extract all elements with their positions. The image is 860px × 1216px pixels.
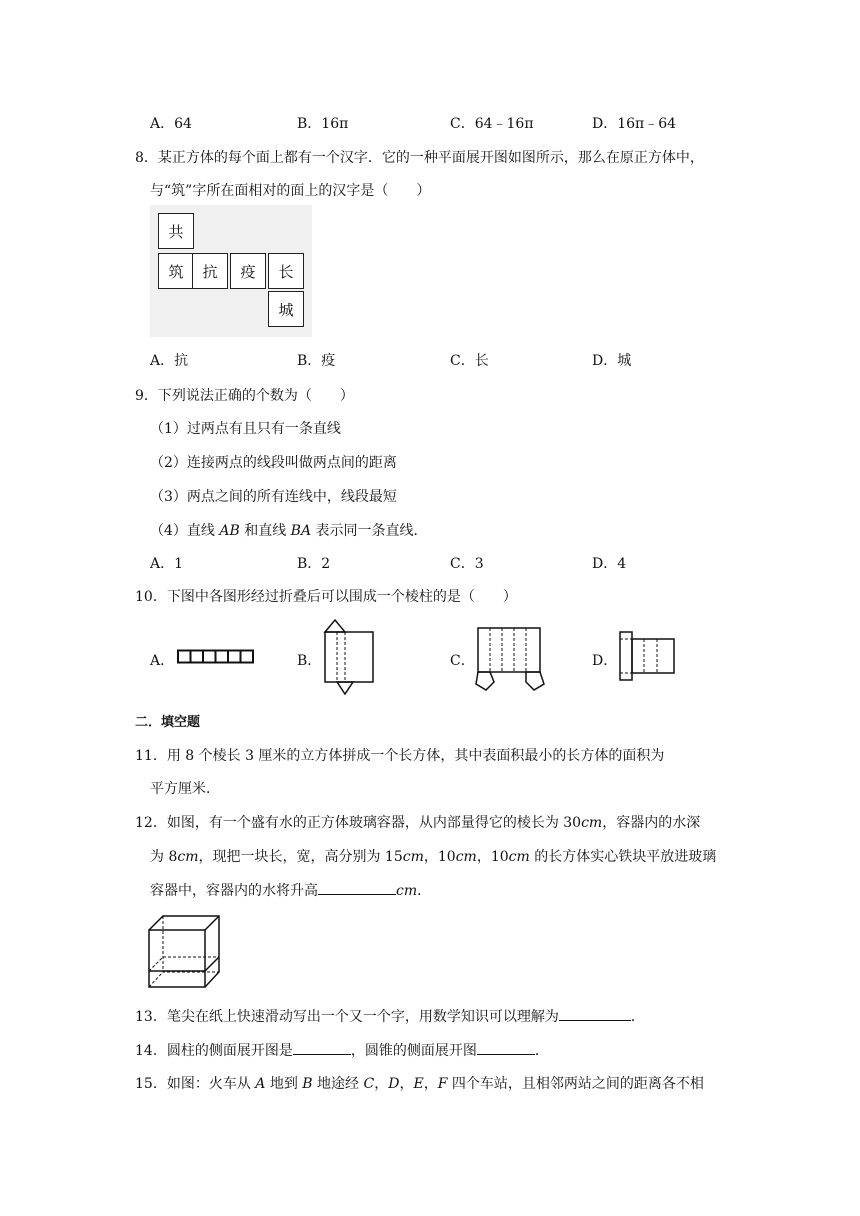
q15-line1: [135, 1073, 704, 1093]
q12-l2-mid1: ，现把一块长，宽，高分别为 15: [198, 849, 403, 865]
q9-s4-ba: BA: [290, 523, 312, 539]
q10-label-c: C．: [450, 653, 475, 669]
net-cell-chang: 长: [268, 253, 304, 289]
q12-answer-blank[interactable]: [318, 880, 396, 895]
q7-option-a: A．64: [150, 116, 192, 132]
q7-option-c: C．64﹣16π: [450, 116, 534, 132]
q12-unit: cm: [581, 815, 603, 831]
q8-option-a: A．抗: [150, 353, 189, 369]
net-cell-gong: 共: [158, 213, 194, 249]
q15-post: 四个车站，且相邻两站之间的距离各不相: [447, 1076, 704, 1092]
q10-stem: 10．下图中各图形经过折叠后可以围成一个棱柱的是（ ）: [135, 589, 517, 605]
q8-stem-line2: 与“筑”字所在面相对的面上的汉字是（ ）: [150, 183, 431, 199]
q10-figure-a: [177, 649, 255, 665]
q9-statement-3: （3）两点之间的所有连线中，线段最短: [150, 489, 397, 505]
q9-statement-2: （2）连接两点的线段叫做两点间的距离: [150, 455, 397, 471]
q12-l2-pre: 为 8: [150, 849, 178, 865]
q9-stem: 9．下列说法正确的个数为（ ）: [135, 388, 354, 404]
q15-m5: ，: [423, 1076, 438, 1092]
q9-s4-ab: AB: [219, 523, 240, 539]
q10-figure-c: [470, 626, 550, 692]
q15-m4: ，: [399, 1076, 414, 1092]
q15-b: B: [302, 1076, 313, 1092]
q8-option-b: B．疫: [297, 353, 336, 369]
q14-answer-blank-2[interactable]: [477, 1040, 535, 1055]
q15-c: C: [363, 1076, 375, 1092]
q12-l2-post: 的长方体实心铁块平放进玻璃: [529, 849, 717, 865]
q9-s4-pre: （4）直线: [150, 523, 220, 539]
q12-line2: [150, 846, 716, 866]
q12-l2-mid3: ，10: [476, 849, 509, 865]
q9-option-b: B．2: [297, 556, 331, 572]
q12-unit: cm: [396, 883, 418, 899]
q12-line1: [135, 812, 700, 832]
q10-label-d: D．: [592, 653, 618, 669]
q9-option-d: D．4: [592, 556, 627, 572]
q12-l1-pre: 12．如图，有一个盛有水的正方体玻璃容器，从内部量得它的棱长为 30: [135, 815, 582, 831]
cube-net-figure: [150, 205, 312, 337]
q12-unit: cm: [508, 849, 530, 865]
q13-pre: 13．笔尖在纸上快速滑动写出一个又一个字，用数学知识可以理解为: [135, 1009, 559, 1025]
q14-answer-blank-1[interactable]: [293, 1040, 351, 1055]
q14-line: [135, 1040, 549, 1060]
q10-label-a: A．: [150, 653, 175, 669]
net-cell-cheng: 城: [268, 291, 304, 327]
q9-s4-post: 表示同一条直线．: [311, 523, 428, 539]
q9-s4-mid: 和直线: [239, 523, 291, 539]
q15-m3: ，: [374, 1076, 389, 1092]
net-cell-zhu: 筑: [158, 253, 194, 289]
q10-figure-b: [320, 618, 378, 696]
q15-pre: 15．如图：火车从: [135, 1076, 256, 1092]
q15-d: D: [388, 1076, 400, 1092]
q9-statement-1: （1）过两点有且只有一条直线: [150, 421, 341, 437]
q13-answer-blank[interactable]: [559, 1006, 631, 1021]
glass-cube-figure: [146, 913, 224, 991]
q7-option-d: D．16π﹣64: [592, 116, 677, 132]
q14-mid: ，圆锥的侧面展开图: [350, 1043, 477, 1059]
q11-line1: 11．用 8 个棱长 3 厘米的立方体拼成一个长方体，其中表面积最小的长方体的面积为: [135, 748, 665, 764]
q8-stem-line1: 8．某正方体的每个面上都有一个汉字．它的一种平面展开图如图所示，那么在原正方体中，: [135, 150, 704, 166]
q9-statement-4: [150, 520, 428, 540]
section-title-fill-in: 二．填空题: [135, 715, 201, 730]
q9-option-c: C．3: [450, 556, 484, 572]
q13-post: ．: [630, 1009, 645, 1025]
q15-a: A: [255, 1076, 266, 1092]
q12-l3-pre: 容器中，容器内的水将升高: [150, 883, 318, 899]
q12-unit: cm: [455, 849, 477, 865]
net-cell-kang: 抗: [192, 253, 228, 289]
q12-line3: [150, 880, 431, 900]
q12-l2-mid2: ，10: [423, 849, 456, 865]
q15-f: F: [437, 1076, 448, 1092]
q8-option-d: D．城: [592, 353, 632, 369]
net-cell-yi: 疫: [230, 253, 266, 289]
q15-m1: 地到: [265, 1076, 303, 1092]
q15-m2: 地途经: [312, 1076, 364, 1092]
q7-option-b: B．16π: [297, 116, 349, 132]
q12-unit: cm: [177, 849, 199, 865]
q9-option-a: A．1: [150, 556, 184, 572]
q14-post: ．: [534, 1043, 549, 1059]
q12-unit: cm: [402, 849, 424, 865]
q10-label-b: B．: [297, 653, 322, 669]
q14-pre: 14．圆柱的侧面展开图是: [135, 1043, 293, 1059]
q8-option-c: C．长: [450, 353, 489, 369]
q11-line2: 平方厘米．: [150, 781, 220, 797]
q15-e: E: [413, 1076, 424, 1092]
q12-l3-post: ．: [417, 883, 432, 899]
q10-figure-d: [617, 630, 679, 682]
q13-line: [135, 1006, 645, 1026]
q12-l1-post: ，容器内的水深: [602, 815, 701, 831]
